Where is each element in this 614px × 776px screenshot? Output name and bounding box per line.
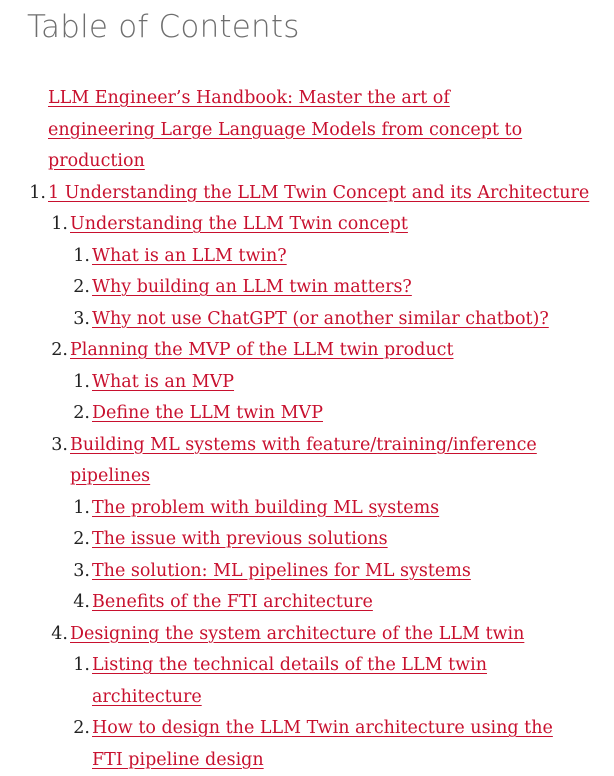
- subsection-link[interactable]: What is an MVP: [92, 371, 235, 392]
- section-number: 3.: [51, 434, 68, 455]
- subsection-number: 3.: [73, 308, 90, 329]
- subsection-number: 1.: [73, 371, 90, 392]
- subsection-number: 3.: [73, 560, 90, 581]
- subsection-link[interactable]: Listing the technical details of the LLM twin architecture: [92, 655, 487, 707]
- section-link[interactable]: Understanding the LLM Twin concept: [70, 214, 408, 234]
- subsection-link[interactable]: The issue with previous solutions: [92, 529, 388, 549]
- toc-chapter-1: [0, 178, 614, 210]
- subsection-number: 4.: [73, 592, 90, 612]
- section-number: 4.: [51, 623, 68, 644]
- subsection-number: 1.: [73, 655, 90, 675]
- subsection-link[interactable]: Why not use ChatGPT (or another similar chatbot)?: [92, 308, 549, 329]
- subsection-link[interactable]: What is an LLM twin?: [92, 245, 287, 266]
- toc-subsection: [0, 398, 614, 430]
- section-link[interactable]: Planning the MVP of the LLM twin product: [70, 340, 454, 360]
- subsection-number: 1.: [73, 245, 90, 266]
- section-link[interactable]: Building ML systems with feature/training/inference pipelines: [70, 434, 537, 486]
- subsection-link[interactable]: Why building an LLM twin matters?: [92, 277, 412, 297]
- toc-subsection: [0, 367, 614, 399]
- toc-subsection: [0, 587, 614, 619]
- section-number: 1.: [51, 214, 68, 234]
- book-title-link[interactable]: LLM Engineer’s Handbook: Master the art of engineering Large Language Models from concept to production: [48, 88, 523, 171]
- toc-subsection: [0, 272, 614, 304]
- toc-section: [0, 335, 614, 367]
- subsection-number: 2.: [73, 529, 90, 549]
- toc-book-entry: [0, 83, 614, 178]
- toc-subsection: [0, 493, 614, 525]
- toc-section: [0, 619, 614, 651]
- section-number: 2.: [51, 340, 68, 360]
- chapter-number: 1.: [29, 182, 46, 203]
- toc-subsection: [0, 650, 614, 713]
- subsection-link[interactable]: Benefits of the FTI architecture: [92, 592, 373, 612]
- toc-section: [0, 209, 614, 241]
- toc-subsection: [0, 556, 614, 588]
- subsection-link[interactable]: Define the LLM twin MVP: [92, 403, 323, 423]
- subsection-number: 2.: [73, 403, 90, 423]
- toc-subsection: [0, 304, 614, 336]
- table-of-contents: [0, 83, 614, 776]
- subsection-link[interactable]: How to design the LLM Twin architecture using the FTI pipeline design: [92, 718, 553, 770]
- subsection-number: 1.: [73, 497, 90, 518]
- toc-subsection: [0, 713, 614, 776]
- section-link[interactable]: Designing the system architecture of the LLM twin: [70, 623, 525, 644]
- toc-subsection: [0, 524, 614, 556]
- page-title: Table of Contents: [27, 9, 300, 45]
- subsection-number: 2.: [73, 277, 90, 297]
- subsection-link[interactable]: The solution: ML pipelines for ML systems: [92, 560, 471, 581]
- toc-section: [0, 430, 614, 493]
- toc-subsection: [0, 241, 614, 273]
- chapter-link[interactable]: 1 Understanding the LLM Twin Concept and its Architecture: [48, 182, 590, 203]
- subsection-number: 2.: [73, 718, 90, 738]
- subsection-link[interactable]: The problem with building ML systems: [92, 497, 440, 518]
